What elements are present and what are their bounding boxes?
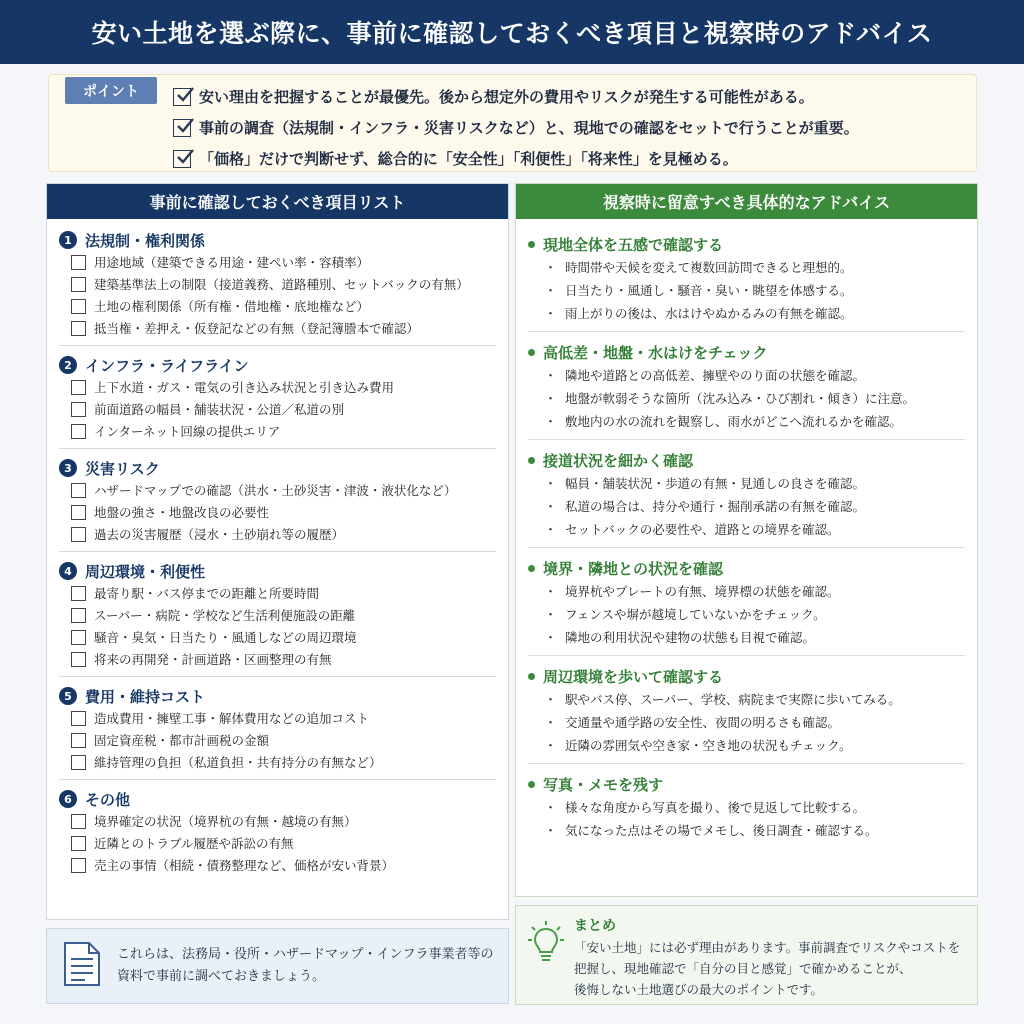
checkbox[interactable] xyxy=(71,586,86,601)
summary-line: 把握し、現地確認で「自分の目と感覚」で確かめることが、 xyxy=(574,961,912,976)
advice-bullet: ・ xyxy=(544,369,558,384)
checklist-item-label: 上下水道・ガス・電気の引き込み状況と引き込み費用 xyxy=(94,380,395,395)
section-title xyxy=(59,457,496,479)
section-title xyxy=(59,685,496,707)
advice-item-text: フェンスや塀が越境していないかをチェック。 xyxy=(565,606,826,622)
point-list xyxy=(173,81,973,174)
checklist-item-label: 最寄り駅・バス停までの距離と所要時間 xyxy=(94,586,320,601)
advice-title: 視察時に留意すべき具体的なアドバイス xyxy=(516,184,977,219)
advice-item xyxy=(528,363,965,386)
checkmark-icon xyxy=(173,88,191,106)
section-title xyxy=(59,354,496,376)
checkbox[interactable] xyxy=(71,380,86,395)
checklist-item[interactable] xyxy=(59,832,496,854)
advice-section-title-text: 高低差・地盤・水はけをチェック xyxy=(543,343,768,362)
advice-item-text: 日当たり・風通し・騒音・臭い・眺望を体感する。 xyxy=(565,282,853,298)
point-text: 事前の調査（法規制・インフラ・災害リスクなど）と、現地での確認をセットで行うことが重要。 xyxy=(199,119,859,137)
advice-section xyxy=(516,332,977,432)
checklist-item-label: 境界確定の状況（境界杭の有無・越境の有無） xyxy=(94,814,357,829)
advice-section-title-text: 境界・隣地との状況を確認 xyxy=(543,559,724,578)
advice-item xyxy=(528,625,965,648)
section-number-badge: 2 xyxy=(59,356,77,374)
checklist-item[interactable] xyxy=(59,251,496,273)
advice-item xyxy=(528,471,965,494)
section-number-badge: 6 xyxy=(59,790,77,808)
advice-bullet: ・ xyxy=(544,824,558,839)
checkbox[interactable] xyxy=(71,527,86,542)
advice-bullet: ・ xyxy=(544,739,558,754)
advice-item-text: 幅員・舗装状況・歩道の有無・見通しの良さを確認。 xyxy=(565,475,866,491)
section-title-text: 法規制・権利関係 xyxy=(85,231,206,250)
checkbox[interactable] xyxy=(71,630,86,645)
section-title-text: 費用・維持コスト xyxy=(85,687,206,706)
advice-section xyxy=(516,440,977,540)
summary-text xyxy=(574,937,969,1000)
checklist-item[interactable] xyxy=(59,479,496,501)
checklist-item-label: ハザードマップでの確認（洪水・土砂災害・津波・液状化など） xyxy=(94,483,457,498)
advice-item xyxy=(528,733,965,756)
advice-item-text: 境界杭やプレートの有無、境界標の状態を確認。 xyxy=(565,583,840,599)
advice-section xyxy=(516,548,977,648)
advice-panel xyxy=(515,183,978,897)
advice-item xyxy=(528,687,965,710)
bullet-dot-icon xyxy=(528,673,535,680)
point-text: 安い理由を把握することが最優先。後から想定外の費用やリスクが発生する可能性がある。 xyxy=(199,88,814,106)
advice-item xyxy=(528,602,965,625)
checkbox[interactable] xyxy=(71,255,86,270)
section-title xyxy=(59,229,496,251)
section-title-text: その他 xyxy=(85,790,131,809)
advice-section-title xyxy=(528,665,965,687)
point-item xyxy=(173,143,973,174)
checklist-item[interactable] xyxy=(59,376,496,398)
section-number-badge: 4 xyxy=(59,562,77,580)
section-title xyxy=(59,788,496,810)
advice-section-title xyxy=(528,557,965,579)
advice-bullet: ・ xyxy=(544,392,558,407)
bullet-dot-icon xyxy=(528,457,535,464)
checkbox[interactable] xyxy=(71,424,86,439)
note-box xyxy=(46,928,509,1004)
advice-bullet: ・ xyxy=(544,631,558,646)
checklist-item-label: 過去の災害履歴（浸水・土砂崩れ等の履歴） xyxy=(94,527,345,542)
checklist-section xyxy=(47,677,508,773)
advice-item xyxy=(528,409,965,432)
checklist-section xyxy=(47,449,508,545)
section-title-text: インフラ・ライフライン xyxy=(85,356,249,375)
checklist-item-label: 騒音・臭気・日当たり・風通しなどの周辺環境 xyxy=(94,630,357,645)
summary-box xyxy=(515,905,978,1005)
advice-section-title xyxy=(528,233,965,255)
advice-bullet: ・ xyxy=(544,307,558,322)
advice-bullet: ・ xyxy=(544,415,558,430)
advice-item-text: 私道の場合は、持分や通行・掘削承諾の有無を確認。 xyxy=(565,498,866,514)
checkbox[interactable] xyxy=(71,483,86,498)
advice-bullet: ・ xyxy=(544,500,558,515)
advice-section-title xyxy=(528,341,965,363)
checklist-body xyxy=(47,219,508,876)
summary-title: まとめ xyxy=(574,918,616,934)
checklist-item-label: 前面道路の幅員・舗装状況・公道／私道の別 xyxy=(94,402,345,417)
point-item xyxy=(173,112,973,143)
checklist-item-label: 売主の事情（相続・債務整理など、価格が安い背景） xyxy=(94,858,395,873)
checklist-item-label: 建築基準法上の制限（接道義務、道路種別、セットバックの有無） xyxy=(94,277,469,292)
advice-bullet: ・ xyxy=(544,801,558,816)
checklist-item-label: 将来の再開発・計画道路・区画整理の有無 xyxy=(94,652,332,667)
advice-item xyxy=(528,494,965,517)
bullet-dot-icon xyxy=(528,241,535,248)
advice-item xyxy=(528,795,965,818)
checklist-item-label: スーパー・病院・学校など生活利便施設の距離 xyxy=(94,608,356,623)
advice-bullet: ・ xyxy=(544,261,558,276)
checkbox[interactable] xyxy=(71,402,86,417)
summary-line: 「安い土地」には必ず理由があります。事前調査でリスクやコストを xyxy=(574,940,961,955)
checklist-item-label: 固定資産税・都市計画税の金額 xyxy=(94,733,270,748)
lightbulb-icon xyxy=(528,920,564,968)
advice-item-text: 地盤が軟弱そうな箇所（沈み込み・ひび割れ・傾き）に注意。 xyxy=(565,390,916,406)
checklist-item[interactable] xyxy=(59,295,496,317)
checkbox[interactable] xyxy=(71,836,86,851)
advice-item-text: 様々な角度から写真を撮り、後で見返して比較する。 xyxy=(565,799,866,815)
checklist-item[interactable] xyxy=(59,604,496,626)
checklist-item-label: 近隣とのトラブル履歴や訴訟の有無 xyxy=(94,836,294,851)
checklist-panel xyxy=(46,183,509,920)
advice-section xyxy=(516,764,977,841)
checklist-item[interactable] xyxy=(59,273,496,295)
checklist-item[interactable] xyxy=(59,523,496,545)
checklist-title: 事前に確認しておくべき項目リスト xyxy=(47,184,508,219)
advice-section-title xyxy=(528,773,965,795)
advice-item xyxy=(528,710,965,733)
checkmark-icon xyxy=(173,150,191,168)
section-number-badge: 5 xyxy=(59,687,77,705)
checklist-item[interactable] xyxy=(59,317,496,339)
point-tag: ポイント xyxy=(65,77,157,104)
checkbox[interactable] xyxy=(71,608,86,623)
checkbox[interactable] xyxy=(71,652,86,667)
point-item xyxy=(173,81,973,112)
checklist-item[interactable] xyxy=(59,751,496,773)
advice-bullet: ・ xyxy=(544,716,558,731)
checklist-item[interactable] xyxy=(59,501,496,523)
checklist-item-label: 抵当権・差押え・仮登記などの有無（登記簿謄本で確認） xyxy=(94,321,420,336)
advice-item-text: 隣地や道路との高低差、擁壁やのり面の状態を確認。 xyxy=(565,367,866,383)
advice-section-title-text: 写真・メモを残す xyxy=(543,775,664,794)
checklist-section xyxy=(47,552,508,670)
checkbox[interactable] xyxy=(71,711,86,726)
checkmark-icon xyxy=(173,119,191,137)
advice-bullet: ・ xyxy=(544,477,558,492)
advice-item xyxy=(528,278,965,301)
checklist-item[interactable] xyxy=(59,707,496,729)
checklist-section xyxy=(47,346,508,442)
advice-item xyxy=(528,818,965,841)
checkbox[interactable] xyxy=(71,858,86,873)
checklist-item[interactable] xyxy=(59,398,496,420)
advice-item-text: 交通量や通学路の安全性、夜間の明るさも確認。 xyxy=(565,714,841,730)
advice-item xyxy=(528,255,965,278)
bullet-dot-icon xyxy=(528,349,535,356)
page-title: 安い土地を選ぶ際に、事前に確認しておくべき項目と視察時のアドバイス xyxy=(91,19,933,48)
advice-section-title-text: 現地全体を五感で確認する xyxy=(543,235,724,254)
advice-bullet: ・ xyxy=(544,523,558,538)
advice-item-text: セットバックの必要性や、道路との境界を確認。 xyxy=(565,521,840,537)
advice-item xyxy=(528,301,965,324)
checkbox[interactable] xyxy=(71,814,86,829)
advice-item-text: 雨上がりの後は、水はけやぬかるみの有無を確認。 xyxy=(565,305,853,321)
advice-body xyxy=(516,219,977,841)
advice-section-title-text: 周辺環境を歩いて確認する xyxy=(543,667,724,686)
advice-item xyxy=(528,386,965,409)
point-box xyxy=(48,74,977,172)
advice-bullet: ・ xyxy=(544,284,558,299)
advice-section-title xyxy=(528,449,965,471)
checkbox[interactable] xyxy=(71,755,86,770)
checkbox[interactable] xyxy=(71,299,86,314)
checklist-item-label: インターネット回線の提供エリア xyxy=(94,424,281,439)
note-line: これらは、法務局・役所・ハザードマップ・インフラ事業者等の xyxy=(117,947,494,962)
checklist-item[interactable] xyxy=(59,854,496,876)
checkbox[interactable] xyxy=(71,321,86,336)
advice-section xyxy=(516,656,977,756)
advice-item xyxy=(528,579,965,602)
checklist-section xyxy=(47,780,508,876)
checklist-item[interactable] xyxy=(59,648,496,670)
checklist-item[interactable] xyxy=(59,420,496,442)
advice-item-text: 気になった点はその場でメモし、後日調査・確認する。 xyxy=(565,822,878,838)
advice-item-text: 時間帯や天候を変えて複数回訪問できると理想的。 xyxy=(565,259,853,275)
checklist-item[interactable] xyxy=(59,729,496,751)
document-icon xyxy=(63,941,101,991)
advice-item xyxy=(528,517,965,540)
checklist-item-label: 用途地域（建築できる用途・建ぺい率・容積率） xyxy=(94,255,370,270)
advice-item-text: 敷地内の水の流れを観察し、雨水がどこへ流れるかを確認。 xyxy=(565,413,903,429)
bullet-dot-icon xyxy=(528,781,535,788)
advice-item-text: 駅やバス停、スーパー、学校、病院まで実際に歩いてみる。 xyxy=(565,691,901,707)
checklist-item-label: 地盤の強さ・地盤改良の必要性 xyxy=(94,505,270,520)
checkbox[interactable] xyxy=(71,733,86,748)
checklist-item-label: 土地の権利関係（所有権・借地権・底地権など） xyxy=(94,299,370,314)
note-text xyxy=(117,944,493,988)
checkbox[interactable] xyxy=(71,277,86,292)
summary-line: 後悔しない土地選びの最大のポイントです。 xyxy=(574,982,824,997)
page-header xyxy=(0,0,1024,64)
advice-section-title-text: 接道状況を細かく確認 xyxy=(543,451,694,470)
checklist-item-label: 造成費用・擁壁工事・解体費用などの追加コスト xyxy=(94,711,370,726)
advice-item-text: 近隣の雰囲気や空き家・空き地の状況もチェック。 xyxy=(565,737,852,753)
checkbox[interactable] xyxy=(71,505,86,520)
section-title xyxy=(59,560,496,582)
checklist-section xyxy=(47,219,508,339)
section-title-text: 災害リスク xyxy=(85,459,160,478)
advice-bullet: ・ xyxy=(544,585,558,600)
section-number-badge: 1 xyxy=(59,231,77,249)
advice-item-text: 隣地の利用状況や建物の状態も目視で確認。 xyxy=(565,629,816,645)
advice-bullet: ・ xyxy=(544,608,558,623)
advice-bullet: ・ xyxy=(544,693,558,708)
checklist-item-label: 維持管理の負担（私道負担・共有持分の有無など） xyxy=(94,755,382,770)
checklist-item[interactable] xyxy=(59,810,496,832)
section-number-badge: 3 xyxy=(59,459,77,477)
note-line: 資料で事前に調べておきましょう。 xyxy=(117,969,326,984)
point-text: 「価格」だけで判断せず、総合的に「安全性」「利便性」「将来性」を見極める。 xyxy=(199,150,738,168)
bullet-dot-icon xyxy=(528,565,535,572)
checklist-item[interactable] xyxy=(59,582,496,604)
section-title-text: 周辺環境・利便性 xyxy=(85,562,206,581)
advice-section xyxy=(516,219,977,324)
checklist-item[interactable] xyxy=(59,626,496,648)
